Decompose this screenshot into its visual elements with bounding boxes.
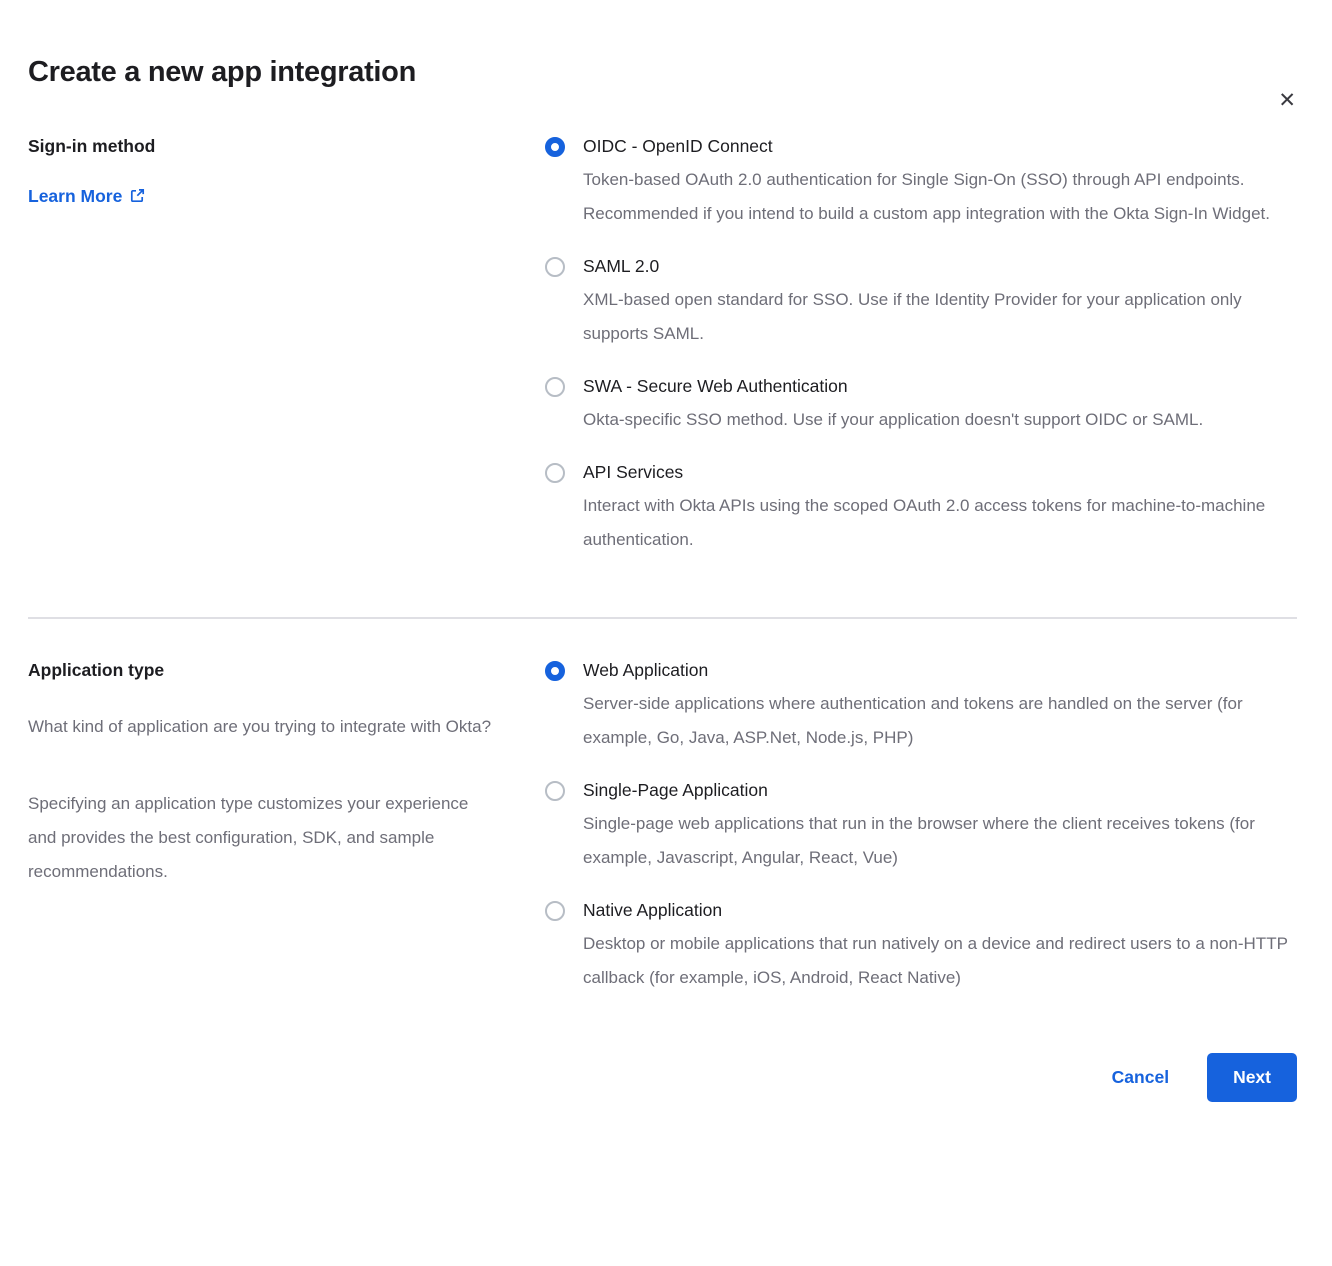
application-type-options [545, 659, 1297, 1019]
radio-option-row [545, 135, 1297, 231]
external-link-icon [130, 187, 145, 208]
next-button[interactable]: Next [1207, 1053, 1297, 1102]
radio-option-description: Interact with Okta APIs using the scoped OAuth 2.0 access tokens for machine-to-machine authentication. [583, 496, 1266, 549]
radio-option-title[interactable]: Web Application [583, 660, 709, 680]
radio-option-row [545, 899, 1297, 995]
radio-button[interactable] [545, 377, 565, 397]
radio-option-description: Token-based OAuth 2.0 authentication for Single Sign-On (SSO) through API endpoints. Recommended if you intend to build a custom app integration with the Okta Sign-In Widget. [583, 170, 1270, 223]
radio-button[interactable] [545, 901, 565, 921]
radio-option-row [545, 461, 1297, 557]
radio-option-text [583, 779, 1297, 875]
page-title: Create a new app integration [28, 56, 417, 88]
radio-option-row [545, 255, 1297, 351]
learn-more-label: Learn More [28, 186, 123, 206]
radio-option-row [545, 375, 1297, 437]
radio-option-title[interactable]: OIDC - OpenID Connect [583, 136, 773, 156]
radio-option-text [583, 461, 1297, 557]
section-divider [28, 617, 1297, 619]
cancel-button[interactable]: Cancel [1111, 1067, 1170, 1087]
radio-button[interactable] [545, 781, 565, 801]
learn-more-link[interactable] [28, 185, 145, 208]
radio-option-title[interactable]: Native Application [583, 900, 723, 920]
radio-button[interactable] [545, 257, 565, 277]
radio-option-text [583, 899, 1297, 995]
radio-option-title[interactable]: Single-Page Application [583, 780, 768, 800]
radio-option-description: Desktop or mobile applications that run natively on a device and redirect users to a non-HTTP callback (for example, iOS, Android, React Native) [583, 934, 1288, 987]
application-type-label: Application type [28, 660, 165, 680]
signin-method-section [28, 135, 1297, 581]
radio-button[interactable] [545, 463, 565, 483]
radio-option-text [583, 255, 1297, 351]
radio-option-text [583, 659, 1297, 755]
radio-option-row [545, 779, 1297, 875]
radio-option-title[interactable]: SAML 2.0 [583, 256, 660, 276]
radio-option-title[interactable]: SWA - Secure Web Authentication [583, 376, 848, 396]
radio-option-description: Single-page web applications that run in the browser where the client receives tokens (for example, Javascript, Angular, React, Vue) [583, 814, 1255, 867]
signin-method-label: Sign-in method [28, 136, 156, 156]
radio-option-text [583, 135, 1297, 231]
signin-method-options [545, 135, 1297, 581]
radio-button[interactable] [545, 137, 565, 157]
dialog-footer [28, 1053, 1297, 1102]
radio-option-text [583, 375, 1297, 437]
application-type-section [28, 659, 1297, 1019]
radio-option-description: XML-based open standard for SSO. Use if the Identity Provider for your application only supports SAML. [583, 290, 1242, 343]
radio-button[interactable] [545, 661, 565, 681]
application-type-explanation: Specifying an application type customizes your experience and provides the best configuration, SDK, and sample recommendations. [28, 794, 469, 881]
application-type-left-column [28, 659, 545, 889]
radio-option-description: Server-side applications where authentication and tokens are handled on the server (for example, Go, Java, ASP.Net, Node.js, PHP) [583, 694, 1243, 747]
close-icon[interactable]: ✕ [1278, 89, 1296, 112]
signin-method-left-column [28, 135, 545, 208]
radio-option-row [545, 659, 1297, 755]
application-type-question: What kind of application are you trying to integrate with Okta? [28, 717, 492, 736]
radio-option-title[interactable]: API Services [583, 462, 684, 482]
create-app-integration-dialog [0, 56, 1332, 1142]
radio-option-description: Okta-specific SSO method. Use if your application doesn't support OIDC or SAML. [583, 410, 1204, 429]
